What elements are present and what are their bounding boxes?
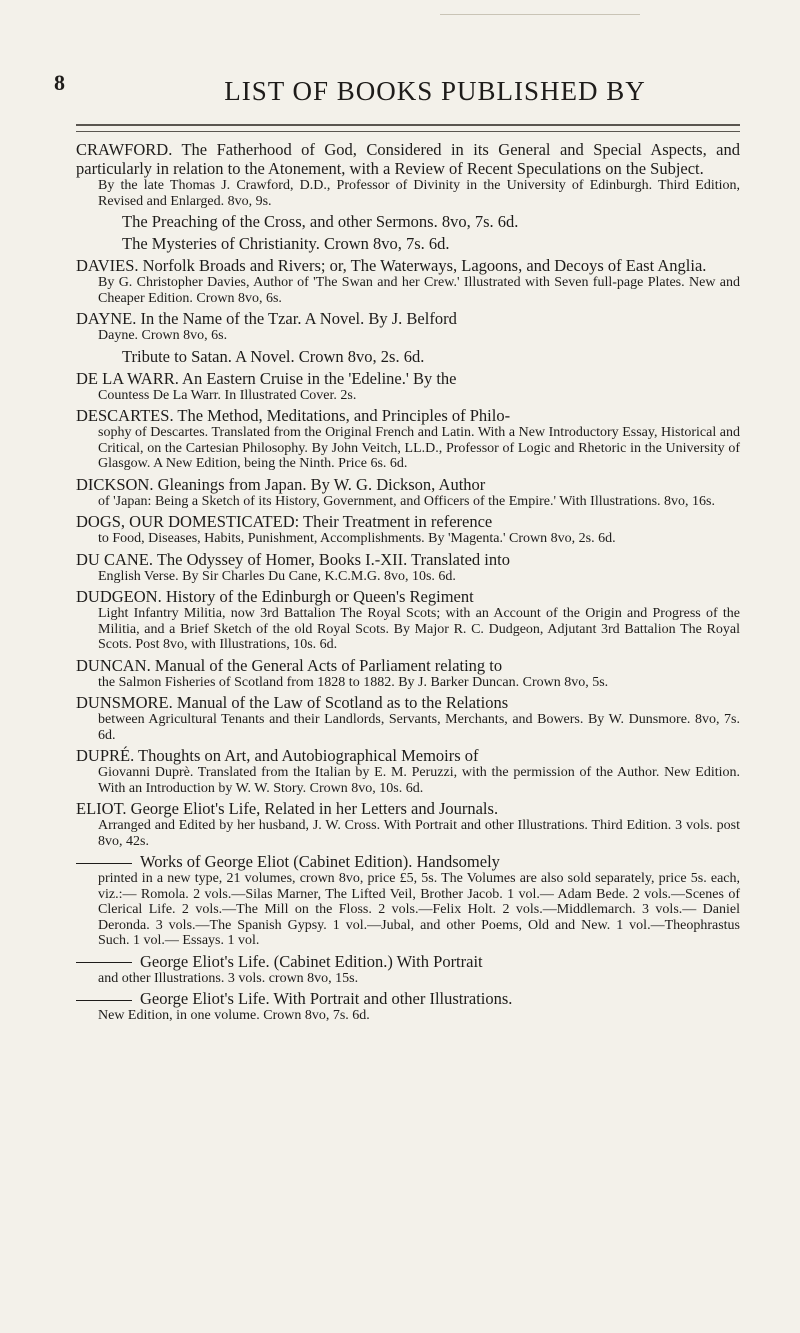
entry-heading: DICKSON. Gleanings from Japan. By W. G. Dickson, Author — [76, 474, 486, 494]
running-head: LIST OF BOOKS PUBLISHED BY — [224, 76, 646, 106]
catalogue-entry — [76, 234, 740, 253]
page-number: 8 — [54, 70, 65, 95]
entry-description: Dayne. Crown 8vo, 6s. — [98, 328, 228, 343]
entry-description: Countess De La Warr. In Illustrated Cover. 2s. — [98, 387, 357, 403]
ditto-dash — [76, 1000, 132, 1001]
entry-heading: DAVIES. Norfolk Broads and Rivers; or, The Waterways, Lagoons, and Decoys of East Anglia. — [76, 256, 707, 275]
entry-description: between Agricultural Tenants and their Landlords, Servants, Merchants, and Bowers. By W. Dunsmore. 8vo, 7s. 6d. — [98, 712, 740, 743]
entry-description: English Verse. By Sir Charles Du Cane, K.C.M.G. 8vo, 10s. 6d. — [98, 568, 456, 584]
catalogue-entry — [76, 952, 740, 987]
scan-edge-mark — [440, 14, 640, 15]
catalogue-entry — [76, 347, 740, 366]
ditto-dash — [76, 962, 132, 963]
entry-sub-title: The Mysteries of Christianity. Crown 8vo, 7s. 6d. — [122, 234, 450, 253]
entry-heading: Works of George Eliot (Cabinet Edition). Handsomely — [140, 852, 500, 871]
ditto-dash — [76, 863, 132, 864]
catalogue-list — [76, 140, 740, 1027]
entry-heading: DUDGEON. History of the Edinburgh or Queen's Regiment — [76, 587, 474, 606]
entry-heading: DUNSMORE. Manual of the Law of Scotland as to the Relations — [76, 693, 509, 712]
entry-description: By G. Christopher Davies, Author of 'The Swan and her Crew.' Illustrated with Seven full-page Plates. New and Cheaper Edition. Crown 8vo, 6s. — [98, 275, 740, 306]
entry-heading: CRAWFORD. The Fatherhood of God, Considered in its General and Special Aspects, and particularly in relation to the Atonement, with a Review of Recent Speculations on the Subject. — [76, 140, 740, 178]
entry-description: New Edition, in one volume. Crown 8vo, 7s. 6d. — [98, 1008, 370, 1023]
catalogue-entry — [76, 799, 740, 849]
catalogue-entry — [76, 746, 740, 796]
entry-heading: George Eliot's Life. With Portrait and other Illustrations. — [140, 989, 513, 1008]
catalogue-entry — [76, 309, 740, 344]
entry-description: the Salmon Fisheries of Scotland from 1828 to 1882. By J. Barker Duncan. Crown 8vo, 5s. — [98, 674, 609, 690]
entry-description: printed in a new type, 21 volumes, crown 8vo, price £5, 5s. The Volumes are also sold separately, price 5s. each, viz.:— Romola. 2 vols.—Silas Marner, The Lifted Veil, Brother Jacob. 1 vol.— Adam Bede. 2 vols.—Scenes of Clerical Life. 2 vols.—The Mill on the Floss. 2 vols.—Felix Holt. 2 vols.—Middlemarch. 3 vols.— Daniel Deronda. 3 vols.—The Spanish Gypsy. 1 vol.—Jubal, and other Poems, Old and New. 1 vol.—Theophrastus Such. 1 vol.— Essays. 1 vol. — [98, 871, 740, 948]
entry-description: Arranged and Edited by her husband, J. W. Cross. With Portrait and other Illustrations. Third Edition. 3 vols. post 8vo, 42s. — [98, 818, 740, 849]
catalogue-entry — [76, 989, 740, 1024]
entry-heading: DUNCAN. Manual of the General Acts of Parliament relating to — [76, 655, 503, 675]
catalogue-entry — [76, 512, 740, 547]
catalogue-entry — [76, 550, 740, 585]
catalogue-entry — [76, 656, 740, 691]
entry-description: Light Infantry Militia, now 3rd Battalion The Royal Scots; with an Account of the Origin and Progress of the Militia, and a Brief Sketch of the old Royal Scots. By Major R. C. Dudgeon, Adjutant 3rd Battalion The Royal Scots. Post 8vo, with Illustrations, 10s. 6d. — [98, 606, 740, 652]
catalogue-entry — [76, 587, 740, 653]
entry-heading: DUPRÉ. Thoughts on Art, and Autobiographical Memoirs of — [76, 746, 479, 765]
entry-description: of 'Japan: Being a Sketch of its History, Government, and Officers of the Empire.' With Illustrations. 8vo, 16s. — [98, 493, 715, 509]
entry-heading: DESCARTES. The Method, Meditations, and Principles of Philo- — [76, 406, 511, 425]
entry-heading: DU CANE. The Odyssey of Homer, Books I.-XII. Translated into — [76, 549, 510, 569]
entry-heading: DE LA WARR. An Eastern Cruise in the 'Edeline.' By the — [76, 368, 457, 388]
entry-description: and other Illustrations. 3 vols. crown 8vo, 15s. — [98, 970, 359, 986]
catalogue-entry — [76, 693, 740, 743]
catalogue-entry — [76, 256, 740, 306]
entry-description: to Food, Diseases, Habits, Punishment, Accomplishments. By 'Magenta.' Crown 8vo, 2s. 6d. — [98, 531, 616, 546]
entry-description: Giovanni Duprè. Translated from the Italian by E. M. Peruzzi, with the permission of the Author. New Edition. With an Introduction by W. W. Story. Crown 8vo, 10s. 6d. — [98, 765, 740, 796]
entry-heading: DAYNE. In the Name of the Tzar. A Novel. By J. Belford — [76, 309, 457, 328]
catalogue-entry — [76, 852, 740, 949]
entry-description: By the late Thomas J. Crawford, D.D., Professor of Divinity in the University of Edinburgh. Third Edition, Revised and Enlarged. 8vo, 9s. — [98, 178, 740, 209]
catalogue-entry — [76, 406, 740, 472]
catalogue-entry — [76, 475, 740, 510]
header-rule-thin — [76, 131, 740, 132]
entry-heading: ELIOT. George Eliot's Life, Related in her Letters and Journals. — [76, 799, 499, 818]
entry-heading: George Eliot's Life. (Cabinet Edition.) With Portrait — [140, 951, 483, 971]
entry-sub-title: The Preaching of the Cross, and other Sermons. 8vo, 7s. 6d. — [122, 212, 519, 231]
entry-description: sophy of Descartes. Translated from the Original French and Latin. With a New Introductory Essay, Historical and Critical, on the Cartesian Philosophy. By John Veitch, LL.D., Professor of Logic and Rhetoric in the University of Glasgow. A New Edition, being the Ninth. Price 6s. 6d. — [98, 425, 740, 471]
header-rule — [76, 124, 740, 126]
catalogue-entry — [76, 140, 740, 209]
catalogue-entry — [76, 369, 740, 404]
entry-sub-title: Tribute to Satan. A Novel. Crown 8vo, 2s. 6d. — [122, 346, 425, 366]
catalogue-entry — [76, 212, 740, 231]
entry-heading: DOGS, OUR DOMESTICATED: Their Treatment in reference — [76, 512, 493, 531]
